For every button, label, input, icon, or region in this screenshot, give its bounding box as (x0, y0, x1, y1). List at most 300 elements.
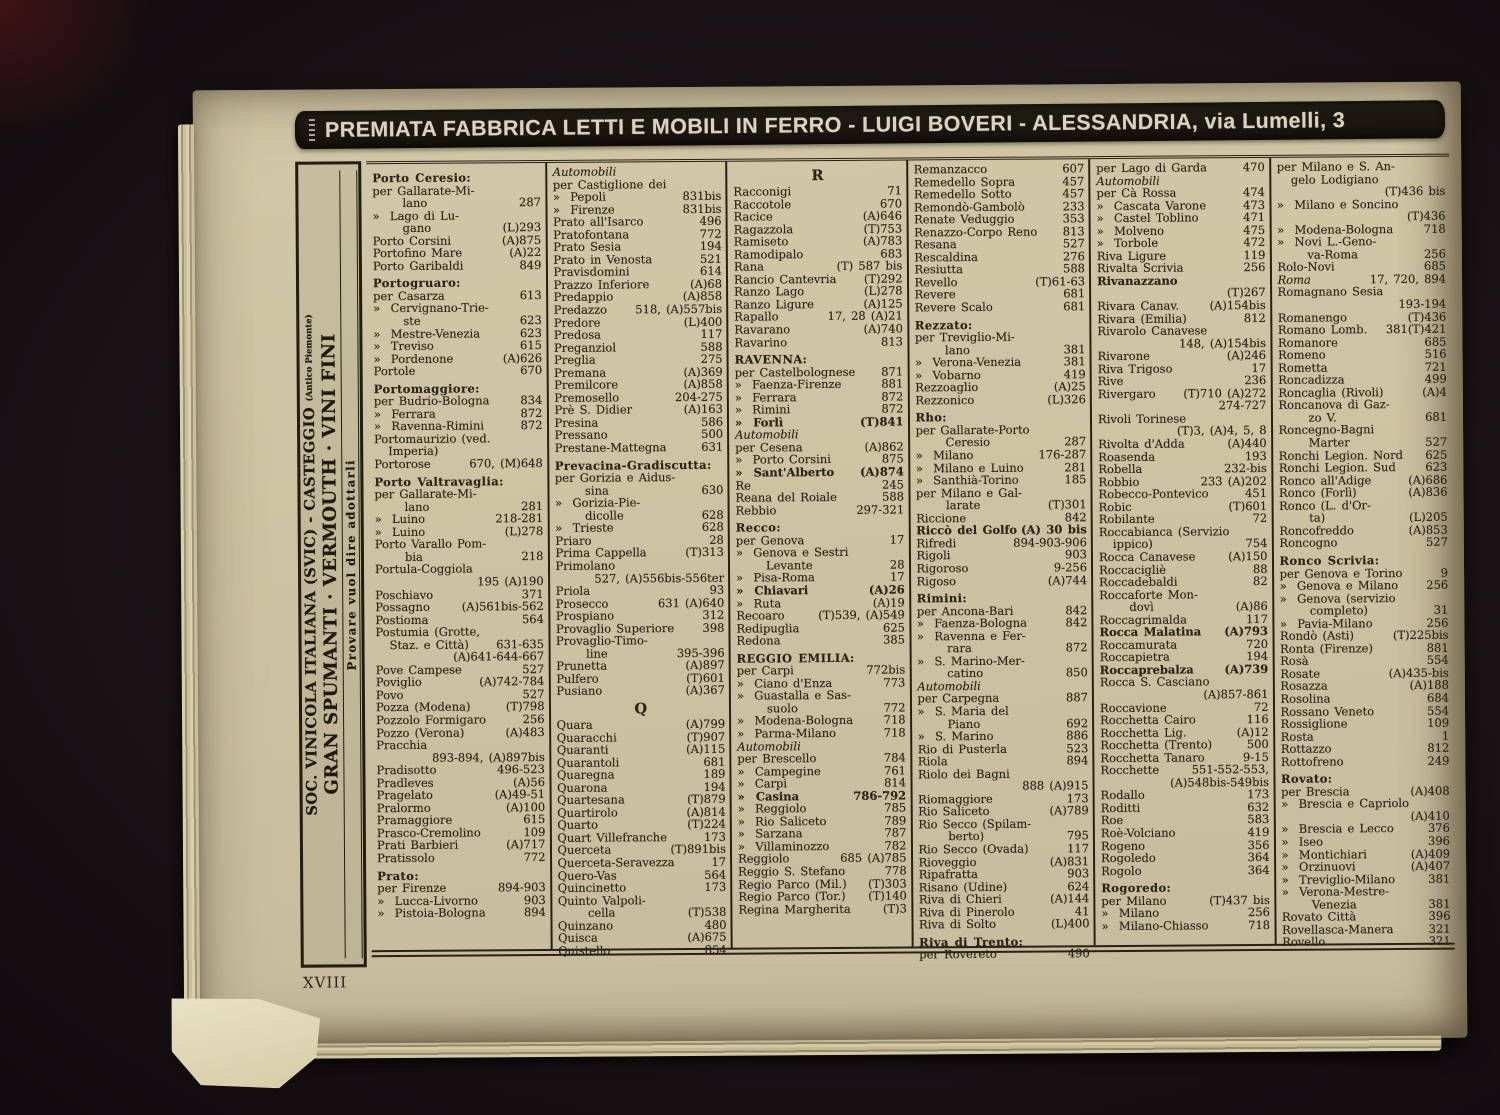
directory-line: rara 872 (947, 640, 1088, 656)
directory-line: bia 218 (404, 548, 544, 564)
directory-line: va-Roma 256 (1307, 246, 1446, 262)
directory-line: per Carpi 772bis (736, 662, 906, 678)
directory-line: Rigoli 903 (916, 547, 1088, 563)
directory-line: Rodallo 173 (1100, 787, 1270, 803)
directory-line: » Faenza-Bologna 842 (916, 615, 1088, 631)
letter-heading: Q (634, 700, 648, 718)
directory-column-6 (1271, 157, 1455, 950)
directory-line: (A)410 (1410, 808, 1450, 823)
directory-line: Quistello 854 (558, 942, 727, 958)
directory-heading: Rimini: (916, 591, 968, 606)
directory-line: Pramaggiore 615 (376, 812, 546, 828)
directory-line: » Milano e Soncino (1276, 196, 1399, 212)
directory-line: per Treviglio-Mi- (914, 329, 1015, 345)
directory-line: gano (L)293 (402, 220, 542, 236)
directory-line: Porto Corsini (A)875 (372, 232, 542, 248)
directory-line: Ronco all'Adige (A)686 (1278, 472, 1448, 488)
directory-line: » Cervignano-Trie- (373, 300, 489, 316)
directory-line: Postumia (Grotte, (375, 624, 481, 640)
directory-heading: Portomaggiore: (373, 381, 480, 396)
directory-line: catino 850 (947, 665, 1088, 681)
directory-line: per Castiglione dei (552, 176, 667, 192)
directory-line: dicolle 628 (585, 507, 724, 523)
directory-line: » Sarzana 787 (737, 825, 907, 841)
directory-line: Roma 17, 720, 894 (1277, 271, 1447, 287)
directory-line: » Trieste 628 (555, 520, 724, 536)
directory-line: Querceta (T)891bis (557, 842, 727, 858)
directory-heading: RAVENNA: (734, 352, 808, 367)
directory-line: Rive 236 (1097, 373, 1267, 389)
directory-line: Rovello 321 (1282, 934, 1451, 950)
directory-line: » Sant'Alberto (A)874 (735, 464, 904, 480)
directory-line: Regio Parco (Mil.) (T)303 (738, 876, 907, 892)
directory-line: Roncanova di Gaz- (1278, 397, 1390, 413)
directory-line: per Brescello 784 (737, 750, 906, 766)
directory-line: Rio di Pusterla 523 (917, 740, 1089, 757)
directory-line: » Ruta (A)19 (736, 594, 905, 611)
directory-line: » Treviglio-Milano 381 (1281, 871, 1451, 887)
directory-line: Roncaglia (Rivoli) (A)4 (1278, 384, 1447, 400)
directory-line: Quaregna 189 (556, 766, 726, 783)
directory-heading: Prato: (377, 868, 420, 883)
directory-line: Romanore 685 (1277, 334, 1447, 350)
directory-line: » Rio Saliceto 789 (737, 813, 907, 829)
directory-line: Quarto (T)224 (557, 817, 726, 833)
directory-line: Quartesana (T)879 (557, 791, 726, 808)
directory-line: Remedello Sotto 457 (913, 186, 1085, 202)
directory-line: Poviglio (A)742-784 (375, 674, 545, 690)
directory-line: Roccamurata 720 (1099, 636, 1269, 652)
directory-line: Automobili (917, 678, 981, 694)
directory-column-1 (366, 163, 552, 950)
directory-line: per Casarza 613 (373, 287, 542, 304)
directory-heading: Rogoredo: (1101, 880, 1172, 896)
directory-line: Portorose 670, (M)648 (374, 456, 543, 472)
directory-line: Porto Garibaldi 849 (372, 257, 542, 274)
directory-line: » Forlì (T)841 (734, 414, 904, 430)
directory-line: » Ferrara 872 (734, 389, 904, 405)
directory-line: Rottofreno 249 (1280, 753, 1450, 769)
directory-line: Revere Scalo 681 (914, 299, 1086, 315)
directory-line: Pralormo (A)100 (376, 799, 546, 815)
directory-line: » Pisa-Roma 17 (736, 569, 905, 586)
directory-line: Roccacigliè 88 (1099, 561, 1268, 577)
directory-page (193, 82, 1468, 1047)
directory-heading: Riva di Trento: (919, 934, 1024, 950)
directory-line: 527, (A)556bis-556ter (594, 570, 725, 586)
directory-line: Rosta 1 (1280, 728, 1450, 744)
directory-line: Portole 670 (373, 363, 543, 379)
directory-line: » Ravenna-Rimini 872 (373, 418, 543, 434)
directory-line: Rosolina 684 (1280, 690, 1450, 706)
directory-line: Ranzo Ligure (A)125 (734, 296, 903, 312)
directory-line: Riolo dei Bagni (917, 766, 1010, 782)
directory-line: Pratissolo 772 (376, 849, 546, 866)
directory-line: Racconigi 71 (733, 183, 902, 199)
directory-line: » Ferrara 872 (373, 405, 543, 422)
directory-line: per Lago di Garda 470 (1096, 159, 1265, 176)
directory-line: » Cascata Varone 473 (1096, 197, 1266, 213)
directory-line: Priola 93 (555, 582, 725, 598)
directory-line: Rivalta Scrivia 256 (1096, 260, 1266, 276)
directory-line: berto) 795 (948, 828, 1089, 844)
directory-line: Rivolta d'Adda (A)440 (1098, 435, 1267, 452)
directory-heading: Ronco Scrivia: (1279, 553, 1380, 568)
directory-line: Rocchetta (Trento) 500 (1100, 737, 1269, 753)
torn-page-corner (169, 990, 324, 1095)
directory-line: Rancio Cantevria (T)292 (733, 271, 903, 287)
directory-line: Riva di Chieri (A)144 (918, 891, 1090, 907)
directory-line: 148, (A)154bis (1178, 335, 1267, 351)
directory-line: Levante 28 (765, 557, 905, 573)
directory-line: Prazzo Inferiore (A)68 (553, 276, 723, 292)
directory-line: Roccaprebalza (A)739 (1099, 661, 1269, 677)
directory-line: Querceta-Seravezza 17 (557, 854, 727, 870)
side-advert-line1-small: (Antico Piemonte) (304, 313, 315, 402)
directory-line: Roncogno 527 (1279, 535, 1448, 551)
directory-line: Rigoroso 9-256 (916, 560, 1088, 576)
directory-line: per Gallarate-Mi- (372, 183, 475, 198)
directory-line: per Cesena (A)862 (735, 439, 904, 455)
directory-line: Quisca (A)675 (558, 929, 727, 946)
directory-line: Quarona 194 (557, 779, 726, 795)
banner-text: PREMIATA FABBRICA LETTI E MOBILI IN FERRO - LUIGI BOVERI - ALESSANDRIA, via Lumelli, 3 (324, 107, 1346, 142)
directory-line: Pravisdomini 614 (553, 264, 723, 280)
directory-line: Rifredi 894-903-906 (916, 535, 1087, 551)
directory-heading: Porto Ceresio: (372, 170, 472, 186)
directory-line: » Verona-Venezia 381 (915, 354, 1086, 370)
directory-line: Prima Cappella (T)313 (555, 545, 724, 561)
directory-line: Romeno 516 (1278, 346, 1447, 363)
directory-line: suolo 772 (766, 700, 906, 716)
directory-line: Roccaforte Mon- (1099, 587, 1198, 602)
directory-line: Revere 681 (914, 286, 1086, 302)
directory-line: Riola 894 (917, 753, 1089, 769)
directory-line: lano 381 (944, 341, 1086, 357)
directory-line: » Castel Toblino 471 (1096, 210, 1266, 226)
directory-line: Portomaurizio (ved. (374, 431, 491, 447)
directory-line: Prato all'Isarco 496 (553, 213, 722, 230)
directory-line: Quart Villefranche 173 (557, 829, 726, 845)
directory-line: » Faenza-Firenze 881 (734, 376, 904, 392)
directory-line: Ragazzola (T)753 (733, 221, 903, 237)
directory-line: Ronchi Legion. Sud 623 (1278, 459, 1448, 475)
directory-heading: Portogruaro: (372, 275, 461, 291)
directory-line: » S. Marino 886 (917, 728, 1089, 744)
directory-line: sina 630 (584, 482, 724, 498)
directory-line: Rebbio 297-321 (735, 502, 905, 518)
directory-line: per Genova e Torino 9 (1279, 565, 1449, 581)
directory-line: Rometta 721 (1278, 359, 1447, 375)
directory-line: larate (T)301 (946, 497, 1087, 513)
directory-line: Redipuglia 625 (736, 620, 905, 636)
directory-line: Pradleves (A)56 (376, 774, 546, 790)
directory-line: Romano Lomb. 381(T)421 (1277, 321, 1447, 337)
directory-column-5 (1090, 158, 1276, 945)
directory-line: Riomaggiore 173 (918, 790, 1089, 807)
directory-line: Pozzo (Verona) (A)483 (376, 724, 545, 740)
side-advert-line3: Provare vuol dire adottarli (339, 170, 363, 958)
directory-line: » Rimini 872 (734, 401, 904, 417)
directory-line: Rivara (Emilia) 812 (1097, 310, 1266, 326)
directory-line: Automobili (1096, 173, 1160, 188)
directory-line: Pozza (Modena) (T)798 (375, 699, 545, 715)
directory-line: lano 287 (402, 195, 542, 211)
directory-line: Rogoledo 364 (1101, 850, 1270, 866)
directory-line: Rovellasca-Manera 321 (1282, 921, 1451, 937)
directory-line: Riva Trigoso 17 (1097, 360, 1267, 376)
directory-line: Quinto Valpoli- (557, 892, 646, 908)
directory-heading: Rho: (915, 410, 947, 425)
directory-line: » Chiavari (A)26 (736, 582, 905, 598)
directory-line: Quara (A)799 (556, 716, 726, 732)
directory-line: Prè S. Didier (A)163 (554, 402, 723, 418)
directory-line: Automobili (737, 738, 801, 754)
directory-line: » Firenze 831bis (552, 201, 722, 217)
directory-line: Rosazza (A)188 (1280, 678, 1449, 694)
directory-line: Ceresio 287 (945, 434, 1087, 450)
directory-line: Portofino Mare (A)22 (372, 245, 542, 261)
directory-line: Roccadebaldi 82 (1099, 573, 1268, 590)
directory-line: Ramodipalo 683 (733, 246, 903, 262)
directory-line: » Ciano d'Enza 773 (736, 675, 906, 691)
directory-line: » Parma-Milano 718 (737, 725, 906, 741)
directory-line: Rigoso (A)744 (916, 572, 1088, 588)
directory-line: Rocchetta Tanaro 9-15 (1100, 749, 1269, 765)
directory-line: per Brescia (A)408 (1281, 783, 1450, 799)
directory-column-3 (727, 160, 913, 947)
directory-line: Ronchi Legion. Nord 625 (1278, 447, 1448, 463)
directory-line: Rossano Veneto 554 (1280, 703, 1450, 719)
directory-heading: REGGIO EMILIA: (736, 650, 855, 666)
directory-line: 193-194 (1398, 296, 1447, 312)
page-content (295, 154, 1455, 968)
directory-line: » Modena-Bologna 718 (1277, 221, 1446, 237)
directory-line: per Castelbolognese 871 (734, 364, 904, 380)
directory-line: Marter 527 (1308, 434, 1448, 450)
directory-line: 195 (A)190 (477, 573, 544, 589)
directory-line: Prato Sesia 194 (553, 239, 722, 255)
directory-line: per Budrio-Bologna 834 (373, 393, 543, 409)
directory-line: » Pordenone (A)626 (373, 350, 543, 366)
directory-line: Rolo-Novi 685 (1277, 259, 1446, 275)
directory-line: gelo Lodigiano (1290, 171, 1379, 187)
directory-line: Possagno (A)561bis-562 (375, 599, 544, 615)
directory-line: Rocca Canavese (A)150 (1098, 548, 1268, 565)
directory-line: Rana (T) 587 bis (733, 258, 903, 274)
top-advert-banner (295, 100, 1445, 149)
directory-line: Riva Ligure 119 (1096, 247, 1266, 263)
directory-line: Presina 586 (554, 414, 724, 430)
directory-line: Rezzoaglio (A)25 (915, 379, 1086, 395)
directory-line: Rogeno 356 (1100, 837, 1270, 853)
directory-line: Riva di Solto (L)400 (918, 916, 1090, 932)
directory-line: » S. Maria del (917, 703, 1009, 719)
directory-line: Predappio (A)858 (553, 289, 723, 305)
directory-line: Rivara Canav. (A)154bis (1097, 297, 1266, 314)
directory-line: Prospiano 312 (555, 607, 725, 624)
directory-heading: Rezzato: (914, 317, 973, 332)
directory-line: Rivoli Torinese (1097, 411, 1187, 427)
directory-line: Roasenda 193 (1098, 448, 1267, 464)
directory-line: Ronta (Firenze) 881 (1280, 640, 1449, 656)
directory-line: » Villaminozzo 782 (737, 838, 907, 854)
directory-line: Robilante 72 (1098, 511, 1268, 527)
directory-line: Predosa 117 (553, 326, 723, 343)
page-edge-left (178, 124, 200, 1052)
directory-line: Raccotole 670 (733, 196, 903, 212)
directory-line: Roccagrimalda 117 (1099, 611, 1268, 627)
directory-line: Rocchette 551-552-553, (1100, 762, 1270, 778)
directory-line: Rogolo 364 (1101, 862, 1270, 878)
directory-line: Portula-Coggiola (374, 561, 473, 577)
directory-line: 274-727 (1218, 398, 1267, 413)
directory-line: » S. Marino-Mer- (917, 653, 1025, 669)
directory-line: per Rovereto 490 (919, 946, 1090, 962)
directory-columns (366, 154, 1455, 962)
directory-line: Reana del Roiale 588 (735, 489, 905, 505)
directory-heading: Porto Valtravaglia: (374, 473, 504, 489)
directory-line: » Brescia e Lecco 376 (1281, 821, 1450, 837)
directory-line: Riva di Pinerolo 41 (918, 903, 1090, 920)
directory-line: per Milano e S. An- (1276, 159, 1395, 174)
banner-left-mark (309, 119, 315, 141)
directory-line: Quincinetto 173 (557, 879, 727, 895)
directory-line: Roccabianca (Servizio (1098, 524, 1230, 539)
directory-heading: Prevacina-Gradiscutta: (554, 457, 712, 473)
directory-line: (T)436 (1406, 208, 1446, 224)
directory-line: Ronco (L. d'Or- (1279, 497, 1371, 513)
directory-line: Preganziol 588 (553, 339, 723, 355)
directory-line: Remanzacco 607 (913, 161, 1085, 177)
directory-line: Romagnano Sesia (1277, 284, 1384, 300)
directory-line: Regina Margherita (T)3 (738, 901, 907, 917)
directory-line: Prato in Venosta 521 (553, 251, 722, 267)
directory-heading: Rovato: (1280, 771, 1333, 787)
directory-line: Quaracchi (T)907 (556, 729, 726, 745)
directory-line: Romanengo (T)436 (1277, 309, 1447, 325)
directory-line: per Genova 17 (735, 532, 905, 548)
directory-line: (A)641-644-667 (453, 649, 545, 664)
directory-line: » Pepoli 831bis (552, 188, 722, 205)
directory-line: Rezzonico (L)326 (915, 392, 1086, 408)
directory-line: Ramiseto (A)783 (733, 233, 903, 249)
directory-line: Roe 583 (1100, 812, 1270, 828)
directory-line: Pulfero (T)601 (556, 670, 725, 686)
directory-line: Pradisotto 496-523 (376, 762, 545, 778)
directory-line: » Milano-Chiasso 718 (1101, 917, 1271, 933)
directory-line: » Genova e Sestri (735, 545, 849, 560)
side-advert-line1: SOC. VINICOLA ITALIANA (SVIC) - CASTEGGIO (Antico Piemonte) (300, 313, 321, 816)
directory-line: Riccione 842 (916, 509, 1087, 526)
directory-line: » Modena-Bologna 718 (737, 712, 906, 729)
page-edge-bottom (191, 1036, 1441, 1060)
directory-heading: Recco: (735, 520, 781, 535)
directory-line: » Milano 256 (1101, 905, 1271, 921)
directory-line: Roncegno-Bagni (1278, 422, 1375, 438)
directory-line: Prunetta (A)897 (556, 658, 725, 674)
directory-line: Postioma 564 (375, 611, 544, 627)
directory-line: » Orzinuovi (A)407 (1281, 858, 1451, 874)
directory-line: Rossiglione 109 (1280, 715, 1450, 731)
directory-line: (T)3, (A)4, 5, 8 (1176, 423, 1267, 439)
directory-line: Rioveggio (A)831 (918, 853, 1090, 869)
directory-line: Robic (T)601 (1098, 498, 1268, 514)
directory-line: (T)436 bis (1384, 183, 1446, 199)
directory-line: Rottazzo 812 (1280, 740, 1450, 757)
directory-line: (T)267 (1226, 285, 1266, 300)
directory-line: per Firenze 894-903 (377, 880, 546, 896)
directory-line: Rescaldina 276 (914, 249, 1085, 265)
directory-line: Redona 385 (736, 632, 906, 648)
directory-line: Priaro 28 (555, 532, 724, 548)
directory-line: Remondò-Gambolò 233 (913, 198, 1085, 215)
directory-line: » Casina 786-792 (737, 788, 907, 804)
directory-line: Rocchetta Lig. (A)12 (1100, 724, 1269, 740)
directory-line: Roncofreddo (A)853 (1279, 522, 1448, 538)
directory-line: » Porto Corsini 875 (735, 451, 904, 468)
directory-line: Staz. e Città) 631-635 (389, 636, 545, 652)
directory-line: Pressano 500 (554, 427, 724, 443)
directory-line: Rocca S. Casciano (1099, 674, 1210, 690)
directory-line: » Milano 176-287 (915, 447, 1087, 463)
directory-line: per Gallarate-Porto (915, 422, 1030, 438)
directory-line: Quartirolo (A)814 (557, 804, 726, 820)
directory-line: Rosate (A)435-bis (1280, 665, 1449, 681)
directory-line: Predazzo 518, (A)557bis (553, 301, 723, 317)
directory-line: Pragelato (A)49-51 (376, 787, 546, 803)
directory-line: Rivarolo Canavese (1097, 323, 1208, 339)
directory-line: Prestane-Mattegna 631 (554, 439, 724, 455)
directory-line: per Ancona-Bari 842 (916, 602, 1088, 618)
directory-line: » Mestre-Venezia 623 (373, 325, 542, 341)
directory-line: Roncadizza 499 (1278, 371, 1447, 388)
directory-line: Pratofontana 772 (553, 226, 722, 242)
directory-line: Venezia 381 (1311, 896, 1451, 912)
directory-line: (A)548bis-549bis (1170, 774, 1270, 790)
directory-line: » Genova e Milano 256 (1279, 577, 1449, 593)
directory-line: 888 (A)915 (1022, 778, 1089, 793)
directory-line: Premilcore (A)858 (554, 377, 723, 393)
directory-line: Automobili (552, 164, 617, 179)
directory-line: Ripafratta 903 (918, 866, 1090, 882)
directory-line: » Brescia e Capriolo (1281, 796, 1410, 812)
directory-line: Rio Secco (Spilam- (918, 816, 1032, 832)
directory-line: completo) 31 (1309, 602, 1449, 618)
directory-line: Prosecco 631 (A)640 (555, 595, 725, 611)
directory-line: Recoaro (T)539, (A)549 (736, 607, 905, 623)
directory-line: Imperia) (388, 444, 439, 459)
letter-heading: R (811, 167, 824, 185)
directory-line: Premana (A)369 (554, 364, 723, 380)
directory-line: Roditti 632 (1100, 799, 1270, 816)
directory-line: Reggiolo 685 (A)785 (738, 850, 907, 867)
directory-line: Racice (A)646 (733, 208, 903, 224)
directory-line: Quero-Vas 564 (557, 867, 727, 883)
directory-line: Rosà 554 (1280, 653, 1449, 669)
directory-line: Resana 527 (914, 236, 1085, 252)
directory-line: Piano 692 (947, 715, 1089, 731)
directory-line: Resiutta 588 (914, 261, 1086, 277)
directory-line: ta) (L)205 (1309, 509, 1448, 525)
directory-line: » Milano e Luino 281 (915, 459, 1087, 475)
directory-line: Rivanazzano (1096, 273, 1178, 289)
directory-line: » Lucca-Livorno 903 (377, 892, 546, 908)
directory-line: » Guastalla e Sas- (736, 688, 851, 703)
directory-line: Porto Varallo Pom- (374, 536, 487, 552)
directory-line: » Gorizia-Pie- (555, 495, 641, 511)
directory-line: Rio Secco (Ovada) 117 (918, 841, 1090, 857)
